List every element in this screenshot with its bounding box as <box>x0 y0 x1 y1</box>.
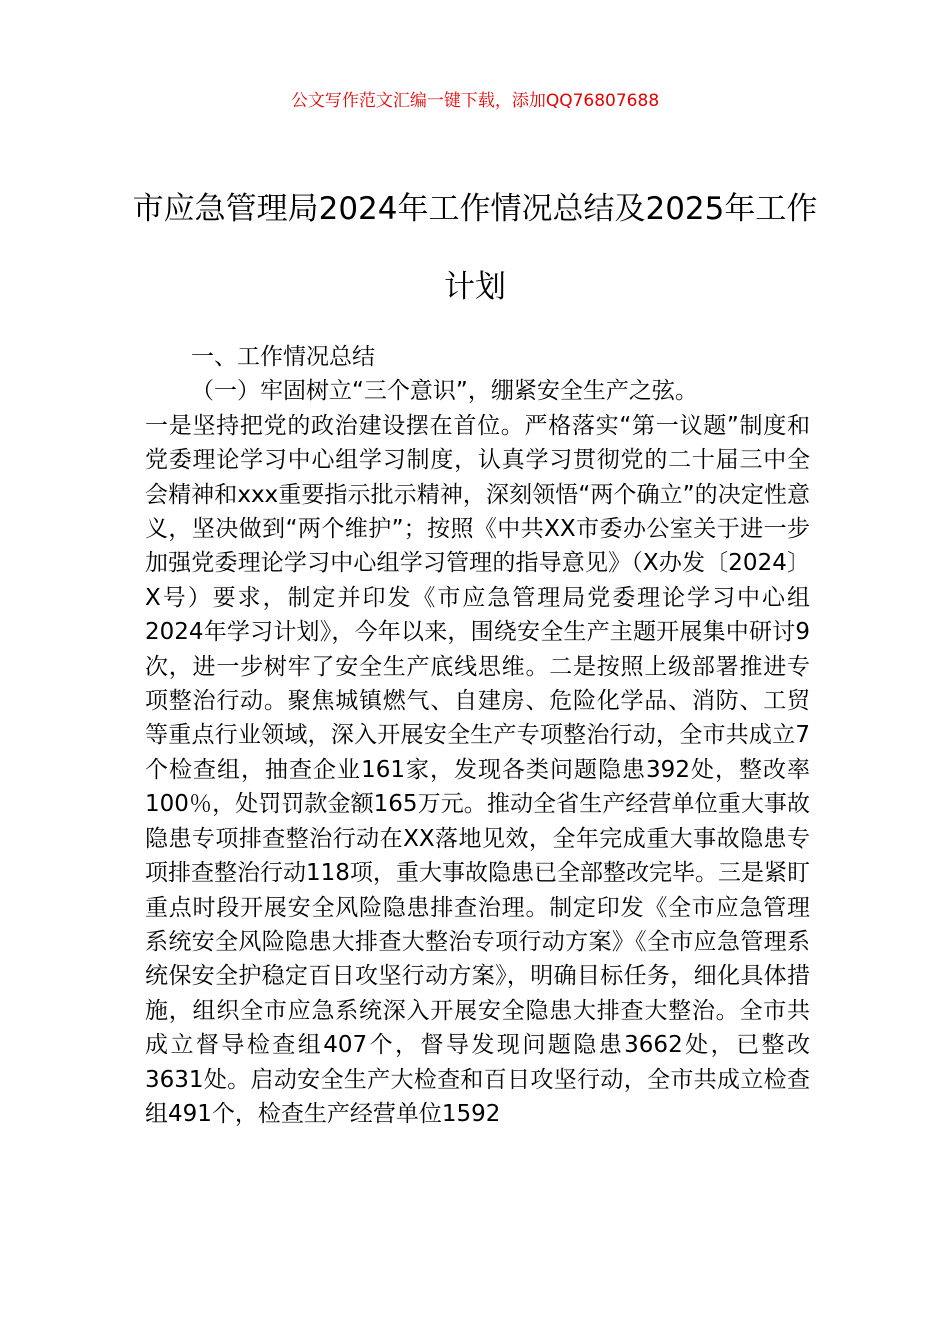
section-heading: 一、工作情况总结 <box>191 344 375 370</box>
document-body <box>145 340 810 1131</box>
document-title: 市应急管理局2024年工作情况总结及2025年工作计划 <box>132 191 818 305</box>
body-paragraph: 一是坚持把党的政治建设摆在首位。严格落实“第一议题”制度和党委理论学习中心组学习制度，认真学习贯彻党的二十届三中全会精神和xxx重要指示批示精神，深刻领悟“两个确立”的决定性意义，坚决做到“两个维护”；按照《中共XX市委办公室关于进一步加强党委理论学习中心组学习管理的指导意见》（X办发〔2024〕X号）要求，制定并印发《市应急管理局党委理论学习中心组2024年学习计划》，今年以来，围绕安全生产主题开展集中研讨9次，进一步树牢了安全生产底线思维。二是按照上级部署推进专项整治行动。聚焦城镇燃气、自建房、危险化学品、消防、工贸等重点行业领域，深入开展安全生产专项整治行动，全市共成立7个检查组，抽查企业161家，发现各类问题隐患392处，整改率100％，处罚罚款金额165万元。推动全省生产经营单位重大事故隐患专项排查整治行动在XX落地见效，全年完成重大事故隐患专项排查整治行动118项，重大事故隐患已全部整改完毕。三是紧盯重点时段开展安全风险隐患排查治理。制定印发《全市应急管理系统安全风险隐患大排查大整治专项行动方案》《全市应急管理系统保安全护稳定百日攻坚行动方案》，明确目标任务，细化具体措施，组织全市应急系统深入开展安全隐患大排查大整治。全市共成立督导检查组407个，督导发现问题隐患3662处，已整改3631处。启动安全生产大检查和百日攻坚行动，全市共成立检查组491个，检查生产经营单位1592 <box>145 412 810 1127</box>
download-promo-note: 公文写作范文汇编一键下载，添加QQ76807688 <box>290 91 660 111</box>
subsection-heading: （一）牢固树立“三个意识”，绷紧安全生产之弦。 <box>191 378 698 405</box>
